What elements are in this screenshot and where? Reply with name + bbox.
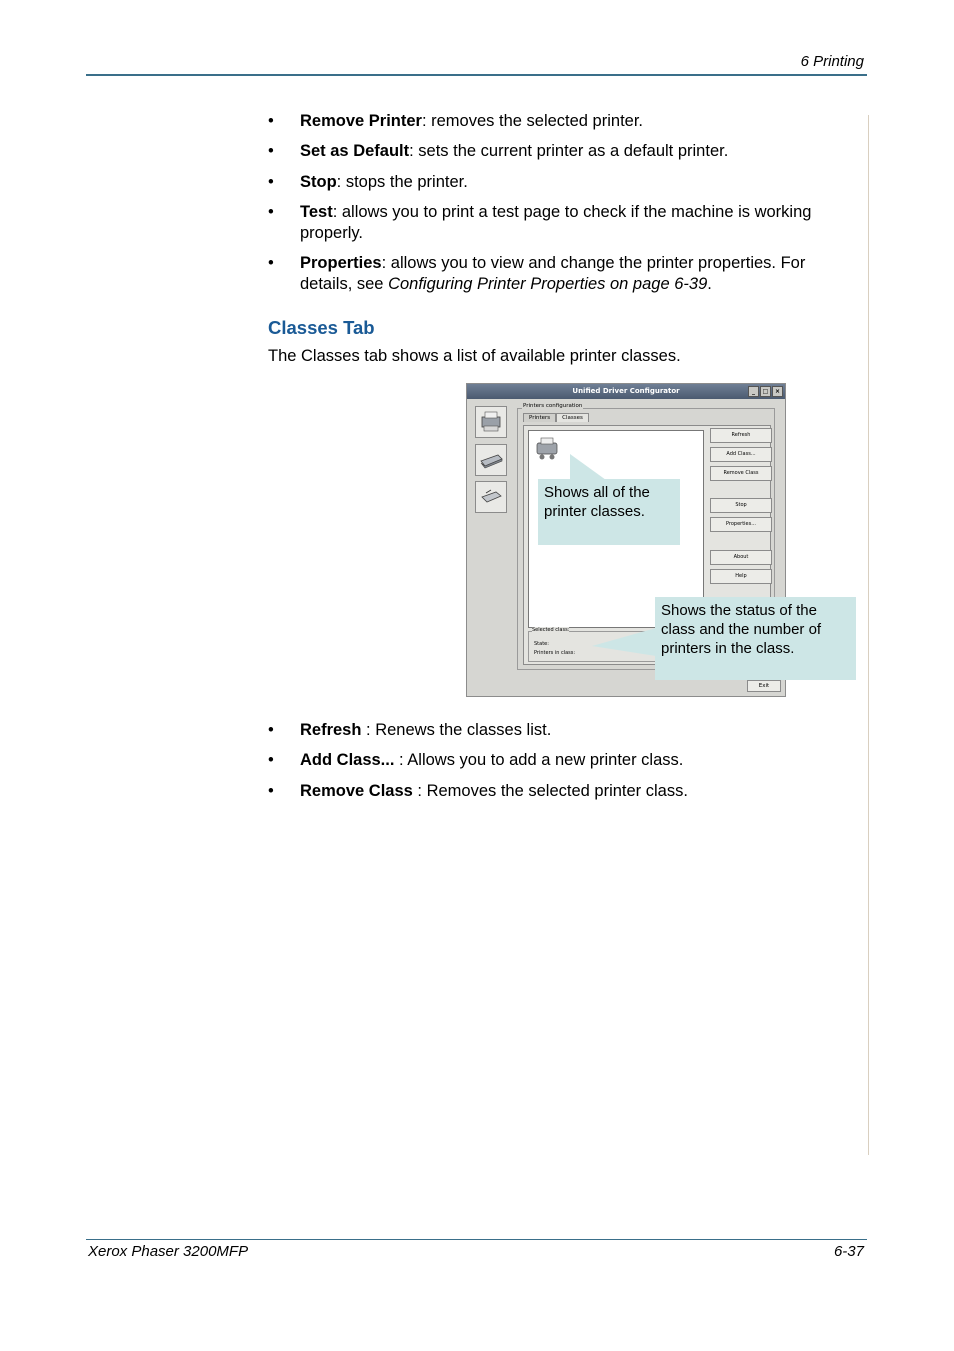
bullet-add-class: • Add Class... : Allows you to add a new printer class. <box>268 751 684 769</box>
status-callout-pointer <box>592 628 656 656</box>
bullet-term: Properties <box>300 254 382 272</box>
bullet-desc: : Renews the classes list. <box>361 721 552 739</box>
bullet-set-as-default: • Set as Default: sets the current printer as a default printer. <box>268 142 729 160</box>
classes-callout: Shows all of the printer classes. <box>538 479 680 545</box>
footer-rule <box>86 1239 867 1240</box>
bullet-test: • Test: allows you to print a test page to check if the machine is working properly. <box>268 203 812 242</box>
section-intro: The Classes tab shows a list of available printer classes. <box>268 347 681 365</box>
help-button[interactable]: Help <box>710 569 772 584</box>
bullet-term: Set as Default <box>300 142 410 160</box>
bullet-term: Remove Printer <box>300 112 422 130</box>
state-label: State: <box>534 641 549 647</box>
bullet-term: Test <box>300 203 333 221</box>
bullet-desc: : allows you to view and change the printer properties. For details, see <box>300 254 806 293</box>
bullet-remove-printer: • Remove Printer: removes the selected printer. <box>268 112 643 130</box>
bullet-term: Remove Class <box>300 782 413 800</box>
bullet-desc: : stops the printer. <box>336 173 468 191</box>
selected-class-label: Selected class: <box>532 627 570 633</box>
bullet-desc: : sets the current printer as a default printer. <box>409 142 729 160</box>
tab-classes[interactable]: Classes <box>556 413 589 422</box>
printers-in-class-label: Printers in class: <box>534 650 576 656</box>
maximize-icon[interactable]: □ <box>760 386 771 397</box>
classes-callout-pointer <box>570 454 606 480</box>
status-callout: Shows the status of the class and the number of printers in the class. <box>655 597 856 680</box>
bullet-desc: : removes the selected printer. <box>421 112 643 130</box>
about-button[interactable]: About <box>710 550 772 565</box>
bullet-refresh: • Refresh : Renews the classes list. <box>268 721 552 739</box>
stop-button[interactable]: Stop <box>710 498 772 513</box>
minimize-icon[interactable]: _ <box>748 386 759 397</box>
running-header: 6 Printing <box>800 53 864 70</box>
window-title: Unified Driver Configurator <box>572 387 680 395</box>
bullet-term: Refresh <box>300 721 362 739</box>
close-icon[interactable]: × <box>772 386 783 397</box>
bullet-properties: • Properties: allows you to view and change the printer properties. For details, see Configuring Printer Properties on page 6-39. <box>268 254 806 293</box>
bullet-remove-class: • Remove Class : Removes the selected printer class. <box>268 782 688 800</box>
cross-reference-link[interactable]: Configuring Printer Properties on page 6-39 <box>388 275 708 293</box>
properties-button[interactable]: Properties... <box>710 517 772 532</box>
bullet-term: Add Class... <box>300 751 395 769</box>
refresh-button[interactable]: Refresh <box>710 428 772 443</box>
tab-printers[interactable]: Printers <box>523 413 556 422</box>
section-title: Classes Tab <box>268 317 375 338</box>
remove-class-button[interactable]: Remove Class <box>710 466 772 481</box>
exit-button[interactable]: Exit <box>747 680 781 692</box>
group-label: Printers configuration <box>523 403 583 409</box>
bullet-desc: : allows you to print a test page to check if the machine is working properly. <box>300 203 812 242</box>
footer-product: Xerox Phaser 3200MFP <box>88 1243 249 1260</box>
bullet-stop: • Stop: stops the printer. <box>268 173 468 191</box>
bullet-desc: : Removes the selected printer class. <box>412 782 688 800</box>
add-class-button[interactable]: Add Class... <box>710 447 772 462</box>
bullet-desc: : Allows you to add a new printer class. <box>394 751 684 769</box>
page-number: 6-37 <box>833 1243 864 1260</box>
bullet-term: Stop <box>300 173 337 191</box>
